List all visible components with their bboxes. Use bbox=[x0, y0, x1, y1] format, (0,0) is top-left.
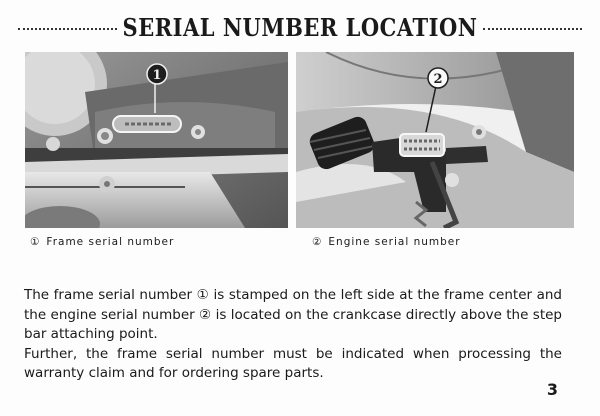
frame-callout-number: 1 bbox=[152, 68, 162, 83]
caption-text: Engine serial number bbox=[328, 236, 461, 248]
page-heading bbox=[18, 12, 582, 42]
page-title: SERIAL NUMBER LOCATION bbox=[122, 12, 478, 42]
body-paragraph-2: Further, the frame serial number must be indicated when processing the warranty claim and for ordering spare parts. bbox=[24, 345, 562, 381]
page-number: 3 bbox=[546, 380, 558, 399]
engine-serial-photo bbox=[296, 52, 574, 228]
heading-left-dots bbox=[18, 28, 117, 30]
caption-number: ② bbox=[312, 236, 323, 248]
frame-serial-photo bbox=[25, 52, 288, 228]
body-text bbox=[24, 286, 562, 384]
caption-number: ① bbox=[30, 236, 41, 248]
engine-serial-caption bbox=[312, 236, 461, 248]
engine-callout-number: 2 bbox=[433, 72, 443, 87]
frame-serial-caption bbox=[30, 236, 174, 248]
heading-right-dots bbox=[483, 28, 582, 30]
body-paragraph-1: The frame serial number ① is stamped on the left side at the frame center and the engine serial number ② is located on the crankcase directly above the step bar attaching point. bbox=[24, 287, 562, 342]
caption-text: Frame serial number bbox=[46, 236, 175, 248]
